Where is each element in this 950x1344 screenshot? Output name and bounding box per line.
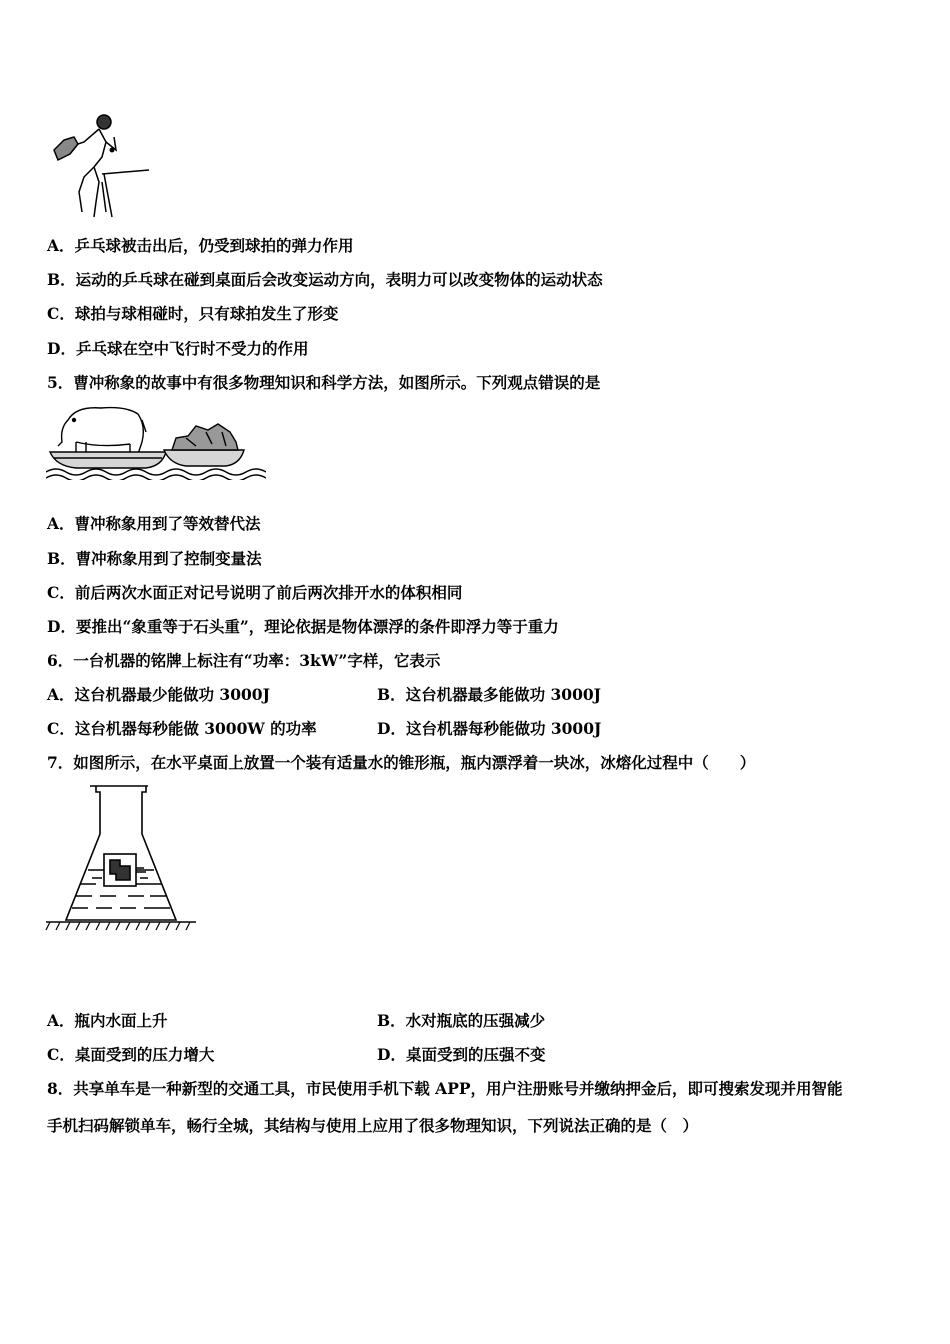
q4-option-a: A．乒乓球被击出后，仍受到球拍的弹力作用: [47, 236, 354, 255]
q6-option-a: A．这台机器最少能做功 3000J: [47, 685, 270, 704]
ping-pong-figure: [44, 112, 154, 222]
q7-option-b: B．水对瓶底的压强减少: [377, 1011, 546, 1030]
q6-option-b: B．这台机器最多能做功 3000J: [377, 685, 601, 704]
q4-option-c: C．球拍与球相碰时，只有球拍发生了形变: [47, 304, 339, 323]
q6-option-c: C．这台机器每秒能做 3000W 的功率: [47, 719, 317, 738]
q5-option-c: C．前后两次水面正对记号说明了前后两次排开水的体积相同: [47, 583, 463, 602]
q8-stem-line2: 手机扫码解锁单车，畅行全城，其结构与使用上应用了很多物理知识，下列说法正确的是（ ）: [47, 1116, 699, 1135]
q6-option-d: D．这台机器每秒能做功 3000J: [377, 719, 602, 738]
q5-option-d: D．要推出“象重等于石头重”，理论依据是物体漂浮的条件即浮力等于重力: [47, 617, 559, 636]
q6-stem: 6．一台机器的铭牌上标注有“功率：3kW”字样，它表示: [47, 651, 441, 670]
conical-flask-figure: [44, 784, 200, 934]
q7-option-a: A．瓶内水面上升: [47, 1011, 168, 1030]
q8-stem-line1: 8．共享单车是一种新型的交通工具，市民使用手机下载 APP，用户注册账号并缴纳押金后，即可搜索发现并用智能: [47, 1079, 843, 1098]
q7-option-c: C．桌面受到的压力增大: [47, 1045, 215, 1064]
cao-chong-elephant-figure: [46, 402, 266, 480]
q4-option-b: B．运动的乒乓球在碰到桌面后会改变运动方向，表明力可以改变物体的运动状态: [47, 270, 603, 289]
q5-option-a: A．曹冲称象用到了等效替代法: [47, 514, 261, 533]
q5-option-b: B．曹冲称象用到了控制变量法: [47, 549, 262, 568]
q5-stem: 5．曹冲称象的故事中有很多物理知识和科学方法，如图所示。下列观点错误的是: [47, 373, 601, 392]
q7-option-d: D．桌面受到的压强不变: [377, 1045, 546, 1064]
q4-option-d: D．乒乓球在空中飞行时不受力的作用: [47, 339, 309, 358]
q7-stem: 7．如图所示，在水平桌面上放置一个装有适量水的锥形瓶，瓶内漂浮着一块冰，冰熔化过程中（ ）: [47, 753, 756, 772]
